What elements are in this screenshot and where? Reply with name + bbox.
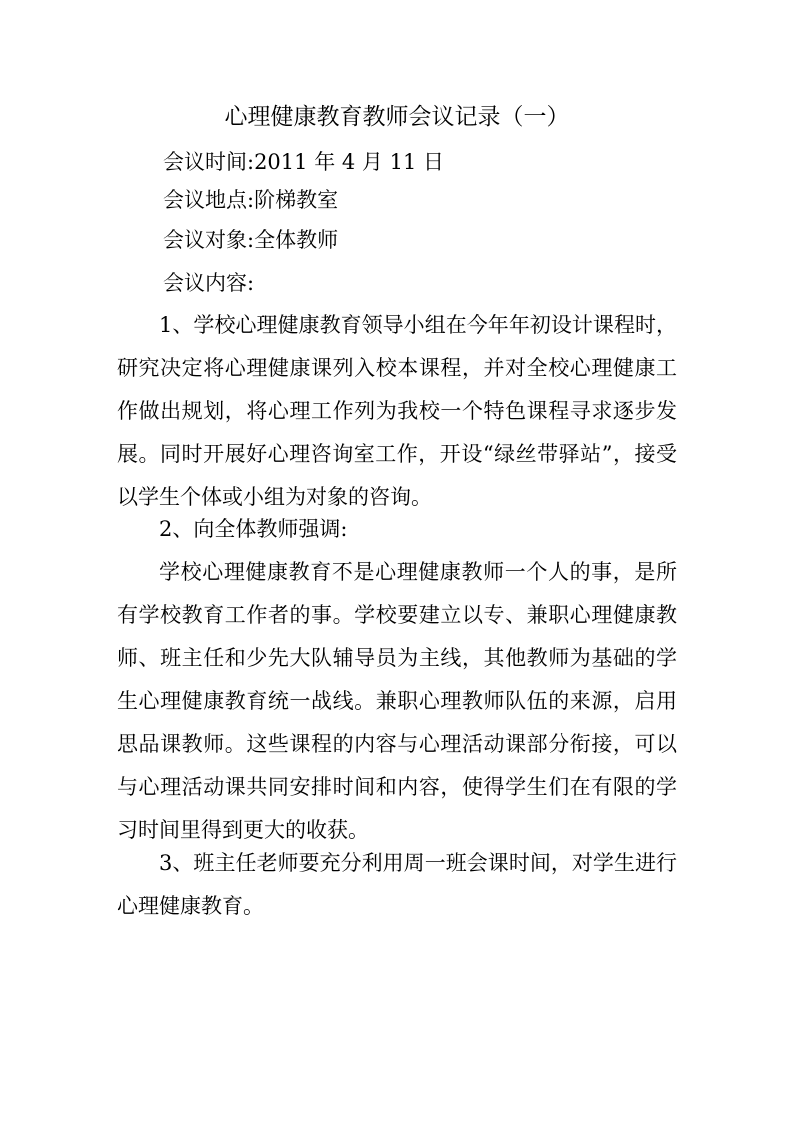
- paragraph-2: [117, 508, 677, 551]
- paragraph-3: [117, 551, 677, 852]
- meeting-place: 会议地点:阶梯教室: [163, 188, 339, 212]
- paragraph-1-text: 1、学校心理健康教育领导小组在今年年初设计课程时，研究决定将心理健康课列入校本课程，并对全校心理健康工作做出规划，将心理工作列为我校一个特色课程寻求逐步发展。同时开展好心理咨询室工作，开设“绿丝带驿站”，接受以学生个体或小组为对象的咨询。: [117, 313, 677, 509]
- paragraph-4-text: 3、班主任老师要充分利用周一班会课时间，对学生进行心理健康教育。: [117, 851, 677, 918]
- meeting-audience: 会议对象:全体教师: [163, 228, 339, 252]
- paragraph-3-text: 学校心理健康教育不是心理健康教师一个人的事，是所有学校教育工作者的事。学校要建立以专、兼职心理健康教师、班主任和少先大队辅导员为主线，其他教师为基础的学生心理健康教育统一战线。兼职心理教师队伍的来源，启用思品课教师。这些课程的内容与心理活动课部分衔接，可以与心理活动课共同安排时间和内容，使得学生们在有限的学习时间里得到更大的收获。: [117, 560, 677, 842]
- paragraph-2-text: 2、向全体教师强调:: [159, 517, 348, 541]
- meeting-time: 会议时间:2011 年 4 月 11 日: [163, 150, 444, 174]
- document-title: 心理健康教育教师会议记录（一）: [224, 104, 570, 130]
- paragraph-4: [117, 842, 677, 928]
- paragraph-1: [117, 304, 677, 519]
- meeting-content-label: 会议内容:: [163, 271, 255, 295]
